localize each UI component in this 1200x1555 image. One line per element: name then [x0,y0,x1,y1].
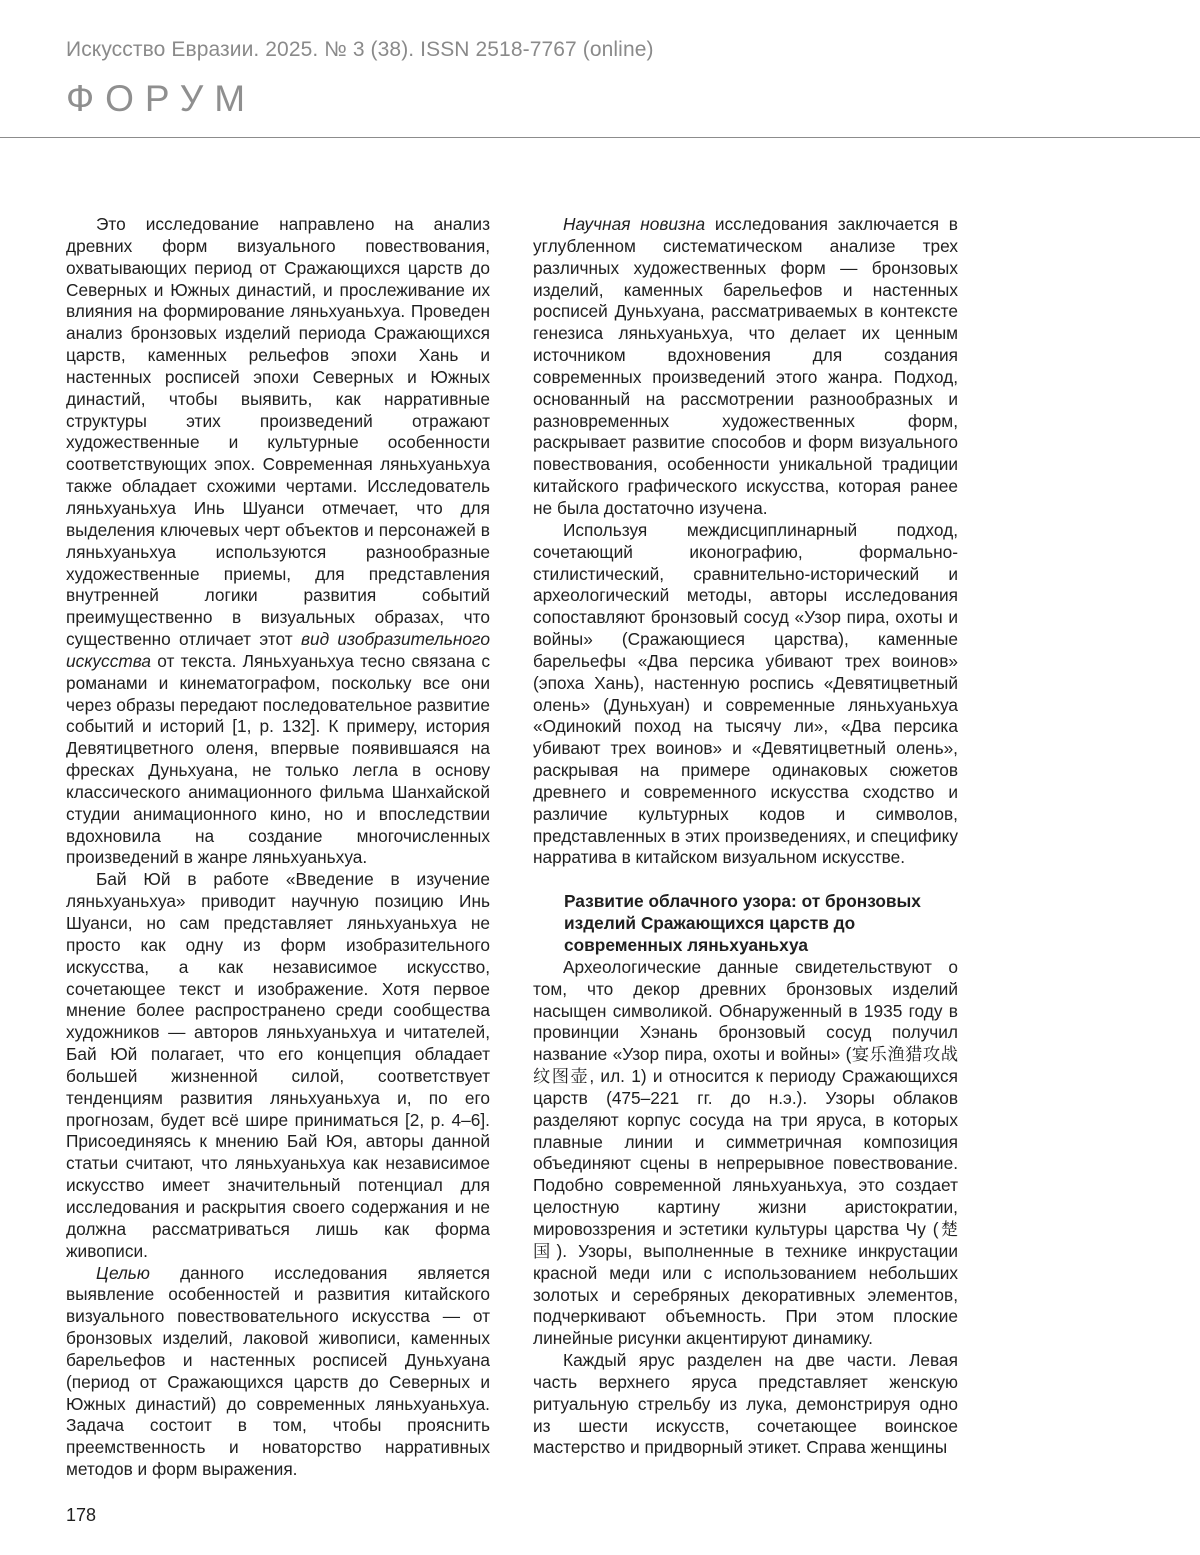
right-column [533,214,958,1459]
section-title: ФОРУМ [66,78,257,119]
paragraph [66,1263,490,1481]
paragraph-text: исследования заключается в углубленном систематическом анализе трех различных художественных форм — бронзовых изделий, каменных барельефов и настенных росписей Дуньхуана, рассматриваемых в контексте генезиса ляньхуаньхуа, что делает их ценным источником вдохновения для создания современных произведений этого жанра. Подход, основанный на рассмотрении разнообразных и разновременных художественных форм, раскрывает развитие способов и форм визуального повествования, особенности уникальной традиции китайского графического искусства, которая ранее не была достаточно изучена. [533,214,958,518]
paragraph-text: данного исследования является выявление особенностей и развития китайского визуального повествовательного искусства — от бронзовых изделий, лаковой живописи, каменных барельефов и настенных росписей Дуньхуана (период от Сражающихся царств до Северных и Южных династий) до современных ляньхуаньхуа. Задача состоит в том, чтобы прояснить преемственность и новаторство нарративных методов и форм выражения. [66,1262,490,1480]
italic-term: вид изобразительного искусства [66,629,490,671]
paragraph: Бай Юй в работе «Введение в изучение ляньхуаньхуа» приводит научную позицию Инь Шуанси, но сам представляет ляньхуаньхуа не просто как одну из форм изобразительного искусства, а как независимое искусство, сочетающее текст и изображение. Хотя первое мнение более распространено среди сообщества художников — авторов ляньхуаньхуа и читателей, Бай Юй полагает, что его концепция обладает большей жизненной силой, соответствует тенденциям развития ляньхуаньхуа и, по его прогнозам, будет всё шире приниматься [2, p. 4–6]. Присоединяясь к мнению Бай Юя, авторы данной статьи считают, что ляньхуаньхуа как независимое искусство имеет значительный потенциал для исследования и раскрытия своего содержания и не должна рассматриваться лишь как форма живописи. [66,869,490,1261]
paragraph: Используя междисциплинарный подход, сочетающий иконографию, формально-стилистический, сравнительно-исторический и археологический методы, авторы исследования сопоставляют бронзовый сосуд «Узор пира, охоты и войны» (Сражающиеся царства), каменные барельефы «Два персика убивают трех воинов» (эпоха Хань), настенную роспись «Девятицветный олень» (Дуньхуан) и современные ляньхуаньхуа «Одинокий поход на тысячу ли», «Два персика убивают трех воинов» и «Девятицветный олень», раскрывая на примере одинаковых сюжетов древнего и современного искусства сходство и различие культурных кодов и символов, представленных в этих произведениях, и специфику нарратива в китайском визуальном искусстве. [533,519,958,868]
paragraph: Каждый ярус разделен на две части. Левая часть верхнего яруса представляет женскую ритуальную стрельбу из лука, демонстрируя одно из шести искусств, сочетающее воинское мастерство и придворный этикет. Справа женщины [533,1350,958,1458]
page-number: 178 [66,1505,97,1525]
paragraph-text: от текста. Ляньхуаньхуа тесно связана с романами и кинематографом, поскольку все они через образы передают последовательное развитие событий и историй [1, p. 132]. К примеру, история Девятицветного оленя, впервые появившаяся на фресках Дуньхуана, не только легла в основу классического анимационного фильма Шанхайской студии анимационного кино, но и впоследствии вдохновила на создание многочисленных произведений в жанре ляньхуаньхуа. [66,650,490,868]
header-divider [0,137,1200,138]
paragraph: Археологические данные свидетельствуют о том, что декор древних бронзовых изделий насыщен символикой. Обнаруженный в 1935 году в провинции Хэнань бронзовый сосуд получил название «Узор пира, охоты и войны» (宴乐渔猎攻战纹图壶, ил. 1) и относится к периоду Сражающихся царств (475–221 гг. до н.э.). Узоры облаков разделяют корпус сосуда на три яруса, в которых плавные линии и симметричная композиция объединяют сцены в непрерывное повествование. Подобно современной ляньхуаньхуа, это создает целостную картину жизни аристократии, мировоззрения и эстетики культуры царства Чу (楚国). Узоры, выполненные в технике инкрустации красной меди или с использованием небольших золотых и серебряных декоративных элементов, подчеркивают объемность. При этом плоские линейные рисунки акцентируют динамику. [533,956,958,1349]
paragraph [66,214,490,869]
left-column [66,214,490,1481]
italic-term: Целью [96,1262,150,1283]
paragraph [533,214,958,520]
paragraph-text: Это исследование направлено на анализ древних форм визуального повествования, охватывающих период от Сражающихся царств до Северных и Южных династий, и прослеживание их влияния на формирование ляньхуаньхуа. Проведен анализ бронзовых изделий периода Сражающихся царств, каменных рельефов эпохи Хань и настенных росписей эпохи Северных и Южных династий, чтобы выявить, как нарративные структуры этих произведений отражают художественные и культурные особенности соответствующих эпох. Современная ляньхуаньхуа также обладает схожими чертами. Исследователь ляньхуаньхуа Инь Шуанси отмечает, что для выделения ключевых черт объектов и персонажей в ляньхуаньхуа используются разнообразные художественные приемы, для представления внутренней логики развития событий преимущественно в визуальных образах, что существенно отличает этот [66,214,490,650]
italic-term: Научная новизна [563,214,706,234]
section-subheading: Развитие облачного узора: от бронзовых изделий Сражающихся царств до современных ляньхуаньхуа [564,891,921,955]
journal-citation: Искусство Евразии. 2025. № 3 (38). ISSN 2518-7767 (online) [66,38,654,61]
